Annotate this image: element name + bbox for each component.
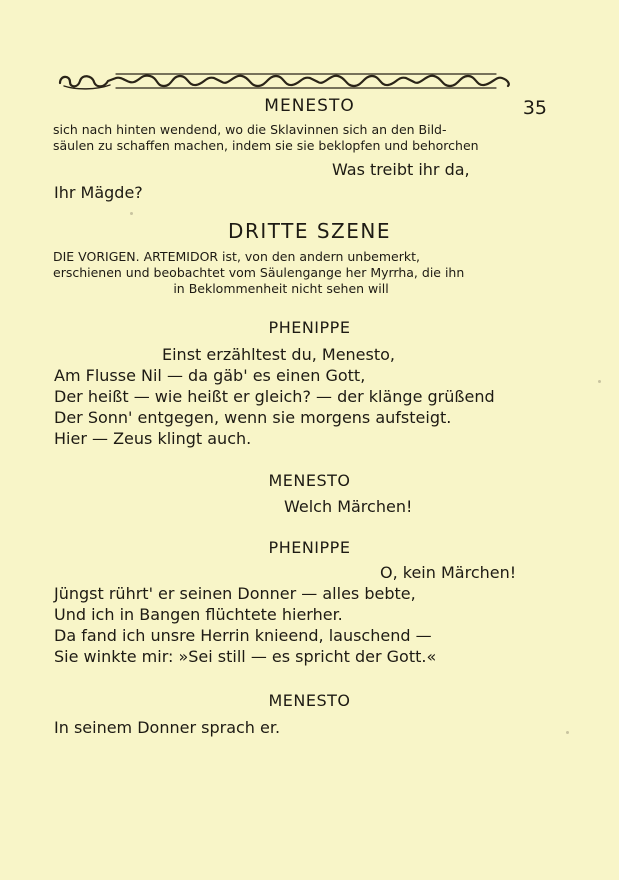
running-header-title: MENESTO (264, 96, 355, 116)
verse-line: Hier — Zeus klingt auch. (54, 429, 252, 448)
scene-title: DRITTE SZENE (228, 219, 391, 243)
verse-line: In seinem Donner sprach er. (54, 718, 281, 737)
verse-line: Sie winkte mir: »Sei still — es spricht der Gott.« (54, 647, 437, 666)
speaker-name: PHENIPPE (268, 538, 351, 557)
stage-direction-line: säulen zu schaffen machen, indem sie sie beklopfen und behorchen (53, 138, 479, 153)
stage-direction (53, 249, 509, 297)
paper-speck (130, 212, 133, 215)
verse-line: Welch Märchen! (284, 497, 413, 516)
stage-direction-line: sich nach hinten wendend, wo die Sklavinnen sich an den Bild- (53, 122, 447, 137)
stage-direction-line: DIE VORIGEN. ARTEMIDOR ist, von den andern unbemerkt, (53, 249, 420, 264)
verse-line: Einst erzähltest du, Menesto, (162, 345, 395, 364)
verse-line: Da fand ich unsre Herrin knieend, lauschend — (54, 626, 432, 645)
verse-line: Und ich in Bangen flüchtete hierher. (54, 605, 343, 624)
verse-line: O, kein Märchen! (380, 563, 517, 582)
decorative-border-ornament (56, 70, 514, 92)
verse-line: Der Sonn' entgegen, wenn sie morgens aufsteigt. (54, 408, 452, 427)
verse-line: Der heißt — wie heißt er gleich? — der klänge grüßend (54, 387, 495, 406)
paper-speck (566, 731, 569, 734)
stage-direction (53, 122, 509, 154)
page-number: 35 (522, 97, 547, 119)
speaker-name: MENESTO (268, 471, 351, 490)
speaker-name: MENESTO (268, 691, 351, 710)
stage-direction-line: erschienen und beobachtet vom Säulengange her Myrrha, die ihn (53, 265, 465, 280)
verse-line: Was treibt ihr da, (332, 160, 470, 179)
verse-line: Ihr Mägde? (54, 183, 143, 202)
verse-line: Jüngst rührt' er seinen Donner — alles bebte, (54, 584, 416, 603)
verse-line: Am Flusse Nil — da gäb' es einen Gott, (54, 366, 366, 385)
paper-speck (598, 380, 601, 383)
stage-direction-line: in Beklommenheit nicht sehen will (173, 281, 389, 296)
speaker-name: PHENIPPE (268, 318, 351, 337)
